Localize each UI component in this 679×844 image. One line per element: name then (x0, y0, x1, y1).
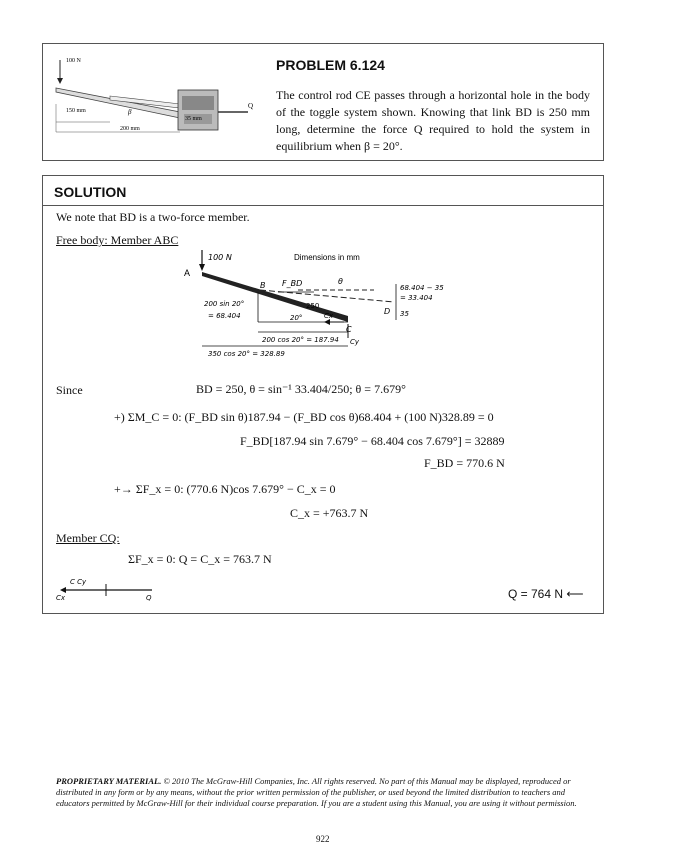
fbd-B: B (260, 281, 266, 290)
fbd-theta: θ (338, 277, 343, 286)
footer-label: PROPRIETARY MATERIAL. (56, 776, 162, 786)
fbd-horiz1: 200 cos 20° = 187.94 (262, 336, 339, 344)
equation-6: C_x = +763.7 N (290, 506, 369, 520)
equation-1: BD = 250, θ = sin⁻¹ 33.404/250; θ = 7.679° (196, 382, 406, 396)
problem-title: PROBLEM 6.124 (276, 57, 385, 73)
fbd-vert1: 200 sin 20° (204, 300, 245, 308)
member-label: Member CQ: (56, 531, 120, 545)
footer-text (56, 776, 596, 809)
fbd-FBD: F_BD (282, 279, 303, 288)
problem-text: The control rod CE passes through a horizontal hole in the body of the toggle system shown. Knowing that link BD is 250 mm long, determine the force Q required to hold the system in equilibrium when β = 20°. (276, 88, 590, 153)
equation-5: +→ ΣF_x = 0: (770.6 N)cos 7.679° − C_x = 0 (114, 482, 336, 496)
cq-sketch (56, 574, 166, 602)
fbd-dims-note: Dimensions in mm (294, 253, 360, 262)
fig-beta: β (128, 108, 132, 116)
fig-q: Q (248, 102, 254, 110)
page-number: 922 (316, 834, 330, 844)
fbd-vert1b: = 68.404 (208, 312, 241, 320)
solution-divider (42, 205, 603, 206)
since-label: Since (56, 383, 83, 397)
fbd-A: A (184, 268, 191, 278)
fig-dim3: 35 mm (185, 116, 202, 122)
intro-text: We note that BD is a two-force member. (56, 210, 250, 224)
cq-cy: C Cy (70, 578, 87, 586)
equation-3: F_BD[187.94 sin 7.679° − 68.404 cos 7.679°] = 32889 (240, 434, 505, 448)
fbd-load: 100 N (208, 253, 232, 262)
fbd-angle: 20° (290, 314, 303, 322)
fbd-C: C (346, 325, 352, 334)
solution-heading: SOLUTION (54, 184, 127, 200)
fbd-250: 250 (306, 302, 320, 310)
fig-load: 100 N (66, 58, 81, 64)
fbd-horiz2: 350 cos 20° = 328.89 (208, 350, 285, 358)
fig-dim2: 200 mm (120, 126, 140, 132)
fbd-right1: 68.404 − 35 (400, 284, 444, 292)
free-body-label: Free body: Member ABC (56, 233, 179, 247)
fbd-D: D (384, 307, 391, 316)
fbd-right3: 35 (400, 310, 409, 318)
fbd-right2: = 33.404 (400, 294, 433, 302)
fig-dim1: 150 mm (66, 108, 86, 114)
fbd-Cx: Cx (324, 312, 334, 320)
equation-7: ΣF_x = 0: Q = C_x = 763.7 N (128, 552, 272, 566)
free-body-diagram (178, 246, 448, 358)
cq-cx: Cx (56, 594, 66, 602)
answer: Q = 764 N ⟵ (508, 587, 584, 601)
problem-figure (50, 52, 260, 152)
fbd-Cy: Cy (350, 338, 360, 346)
footer-body: © 2010 The McGraw-Hill Companies, Inc. All rights reserved. No part of this Manual may be displayed, reproduced or distributed in any form or by any means, without the prior written permission of the publisher, or used beyond the limited distribution to teachers and educators permitted by McGraw-Hill for their individual course preparation. If you are a student using this Manual, you are using it without permission. (56, 776, 577, 808)
cq-q: Q (146, 594, 152, 602)
equation-4: F_BD = 770.6 N (424, 456, 505, 470)
equation-2: +) ΣM_C = 0: (F_BD sin θ)187.94 − (F_BD cos θ)68.404 + (100 N)328.89 = 0 (114, 410, 494, 424)
